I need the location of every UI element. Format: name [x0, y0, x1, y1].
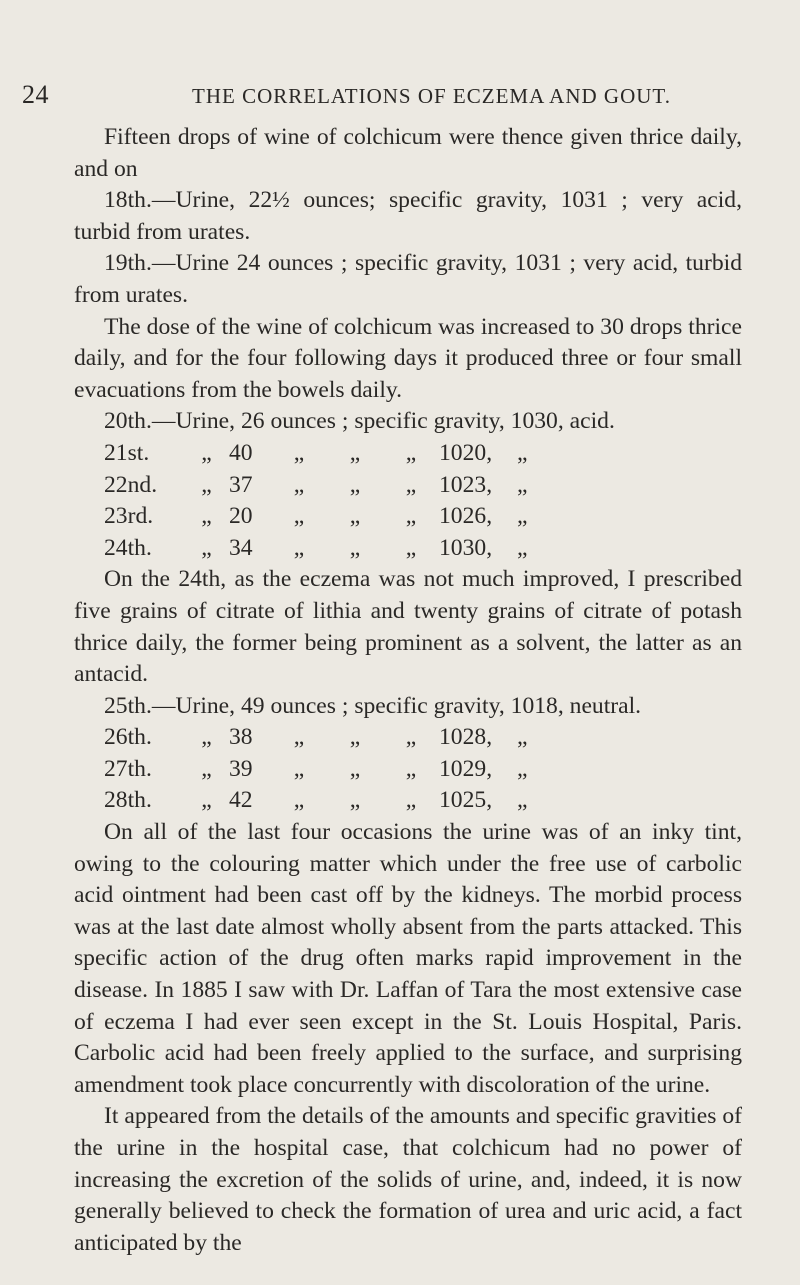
paragraph: Fifteen drops of wine of colchicum were thence given thrice daily, and on: [74, 124, 742, 182]
table-row: 21st. „ 40 „ „ „ 1020, „: [104, 439, 528, 466]
paragraph: 25th.—Urine, 49 ounces ; specific gravity, 1018, neutral.: [104, 692, 642, 719]
urine-table-1: [74, 438, 742, 564]
table-row: 27th. „ 39 „ „ „ 1029, „: [104, 755, 528, 782]
paragraph: 18th.—Urine, 22½ ounces; specific gravity, 1031 ; very acid, turbid from urates.: [74, 187, 742, 245]
running-title: THE CORRELATIONS OF ECZEMA AND GOUT.: [192, 84, 671, 108]
table-row: 23rd. „ 20 „ „ „ 1026, „: [104, 503, 528, 530]
table-row: 28th. „ 42 „ „ „ 1025, „: [104, 787, 528, 814]
paragraph: 19th.—Urine 24 ounces ; specific gravity, 1031 ; very acid, turbid from urates.: [74, 250, 742, 308]
table-row: 22nd. „ 37 „ „ „ 1023, „: [104, 471, 528, 498]
paragraph: On all of the last four occasions the urine was of an inky tint, owing to the colouring matter which under the free use of carbolic acid ointment had been cast off by the kidneys. The morbid process was at the last date almost wholly absent from the parts attacked. This specific action of the drug often marks rapid improvement in the disease. In 1885 I saw with Dr. Laffan of Tara the most extensive case of eczema I had ever seen except in the St. Louis Hospital, Paris. Carbolic acid had been freely applied to the surface, and surprising amendment took place concurrently with discoloration of the urine.: [74, 819, 742, 1098]
paragraph: 20th.—Urine, 26 ounces ; specific gravity, 1030, acid.: [104, 408, 615, 435]
table-row: 26th. „ 38 „ „ „ 1028, „: [104, 724, 528, 751]
page-number: 24: [22, 80, 49, 109]
paragraph: It appeared from the details of the amounts and specific gravities of the urine in the hospital case, that colchicum had no power of increasing the excretion of the solids of urine, and, indeed, it is now generally believed to check the formation of urea and uric acid, a fact anticipated by the: [74, 1103, 742, 1256]
body-text: [74, 122, 742, 1259]
page-header: [22, 80, 682, 114]
paragraph: The dose of the wine of colchicum was increased to 30 drops thrice daily, and for the four following days it produced three or four small evacuations from the bowels daily.: [74, 313, 742, 403]
table-row: 24th. „ 34 „ „ „ 1030, „: [104, 534, 528, 561]
paragraph: On the 24th, as the eczema was not much improved, I prescribed five grains of citrate of lithia and twenty grains of citrate of potash thrice daily, the former being prominent as a solvent, the latter as an antacid.: [74, 566, 742, 688]
urine-table-2: [74, 722, 742, 817]
